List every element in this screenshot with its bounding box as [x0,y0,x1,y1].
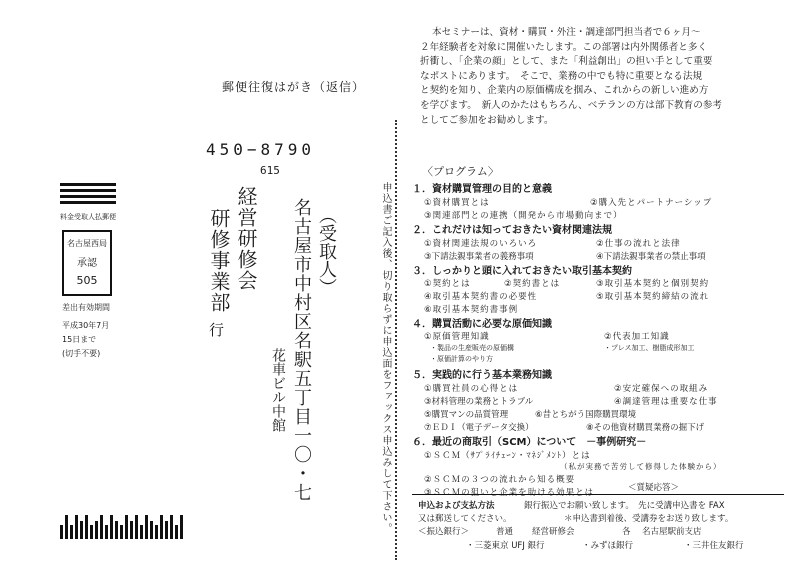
bank-account-type: 普通 [496,527,514,537]
cut-line [395,120,397,560]
section-item: ④取引基本契約書の必要性 [424,292,538,302]
postage-stripe [60,201,116,204]
section-item: ②ＳＣＭの３つの流れから知る概要 [424,475,576,485]
section-item: ①資材購買とは [424,198,490,208]
bank-label: ＜振込銀行＞ [418,527,470,537]
section-item: ②代表加工知識 [604,332,670,342]
section-item: ③ＳＣＭの狙いと企業を助ける効果とは [424,488,595,498]
section-item: ⑥昔とちがう国際購買環境 [535,410,637,420]
section-item: ②購入先とパートナーシップ [590,198,713,208]
section-item: ①ＳＣＭ（ｻﾌﾟﾗｲﾁｪｰﾝ・ﾏﾈｼﾞﾒﾝﾄ）とは [424,451,591,461]
section-item: ・プレス加工、樹脂成形加工 [604,344,695,352]
bank-name: ・みずほ銀行 [582,541,634,551]
section-item: ③取引基本契約と個別契約 [596,279,710,289]
section-item: ①契約とは [424,279,471,289]
deadline-note: (切手不要) [62,349,101,358]
recipient-address: 名古屋市中村区名駅五丁目一〇・七 [291,198,312,502]
bank-account-name: 経営研修会 [532,527,575,537]
deadline-date: 平成30年7月 [62,321,110,330]
postage-stripe [60,189,116,192]
stamp-post-office: 名古屋西局 [67,239,107,248]
intro-line: 折衝し、「企業の顔」として、また「利益創出」の担い手として重要 [420,56,713,68]
postal-code: 450−8790 [206,140,316,159]
section-item: ⑦ＥＤＩ（電子データ交換） [424,423,534,433]
section-title: ２．これだけは知っておきたい資材関連法規 [412,225,612,236]
section-item: ②安定確保への取組み [614,384,709,394]
intro-line: としてご参加をお勧めします。 [420,114,554,126]
recipient-department: 研修事業部 [207,208,231,313]
recipient-organization: 経営研修会 [234,186,258,291]
section-title: ６．最近の商取引（SCM）について －事例研究－ [412,437,647,448]
recipient-suffix: 行 [207,322,225,337]
intro-line: なポストにあります。 そこで、業務の中でも特に重要となる法規 [420,70,703,82]
section-item: ④調達管理は重要な仕事 [614,397,718,407]
payment-text: 又は郵送してください。 [418,514,512,524]
section-item: ⑤購買マンの品質管理 [424,410,509,420]
stamp-approval: 承認 [77,258,97,269]
deadline-label: 差出有効期間 [62,303,110,312]
section-item: ①原価管理知識 [424,332,490,342]
section-item: ⑧その他資材購買業務の掘下げ [586,423,705,433]
bank-name: ・三菱東京 UFJ 銀行 [466,541,545,551]
deadline-until: 15日まで [62,335,97,344]
postcard-title: 郵便往復はがき（返信） [222,80,366,94]
section-title: ３．しっかりと頭に入れておきたい取引基本契約 [412,266,632,277]
intro-line: を学びます。 新人のかたはもちろん、ベテランの方は部下教育の参考 [420,99,723,111]
section-item: ③関連部門との連携（開発から市場動向まで） [424,211,623,221]
postage-stamp-box [62,230,112,296]
section-item: ③材料管理の業務とトラブル [424,397,534,407]
bank-name: ・三井住友銀行 [684,541,744,551]
section-item: ⑤取引基本契約締結の流れ [596,292,710,302]
section-item: ①購買社員の心得とは [424,384,519,394]
section-item: ①資材関連法規のいろいろ [424,239,538,249]
qa-note: ＜質疑応答＞ [628,483,680,493]
stamp-number: 505 [76,274,98,287]
payment-title: 申込および支払方法 [418,501,495,511]
postal-barcode [60,515,190,539]
bank-branch-each: 各 [622,527,631,537]
bank-branch: 名古屋駅前支店 [642,527,702,537]
intro-text [420,26,792,128]
cut-instruction: 申込書ご記入後、切り取らずに申込面をファックス申込みして下さい。 [380,182,391,534]
receiver-label: （受取人） [316,206,337,296]
section-title: ５．実践的に行う基本業務知識 [412,370,552,381]
postal-code-suffix: 615 [260,164,280,177]
postage-stripe [60,183,116,186]
postage-permit-label: 料金受取人払郵便 [60,213,116,221]
section-item: ③下請法親事業者の義務事項 [424,252,534,262]
section-item: （私が実務で苦労して修得した体験から） [560,462,722,471]
section-item: ④下請法親事業者の禁止事項 [596,252,706,262]
program-heading: 〈プログラム〉 [422,165,499,178]
payment-text: ＊申込書到着後、受講券をお送り致します。 [564,514,734,524]
section-item: ②契約書とは [504,279,561,289]
section-item: ・製品の生産販売の原価構 [430,344,514,352]
payment-text: 銀行振込でお願い致します。 先に受講申込書を FAX [524,501,725,511]
section-item: ⑥取引基本契約書事例 [424,305,519,315]
recipient-building: 花車ビル中館 [270,348,286,432]
postage-stripe [60,195,116,198]
intro-line: と契約を知り、企業内の原価構成を掴み、これからの新しい進め方 [420,85,709,97]
section-title: ４．購買活動に必要な原価知識 [412,319,552,330]
section-title: １．資材購買管理の目的と意義 [412,184,552,195]
section-item: ②仕事の流れと法律 [596,239,681,249]
section-item: ・原価計算のやり方 [430,355,493,363]
intro-line: 本セミナーは、資材・購買・外注・調達部門担当者で６ヶ月～ [432,27,701,38]
intro-line: ２年経験者を対象に開催いたします。この部署は内外関係者と多く [420,41,708,53]
